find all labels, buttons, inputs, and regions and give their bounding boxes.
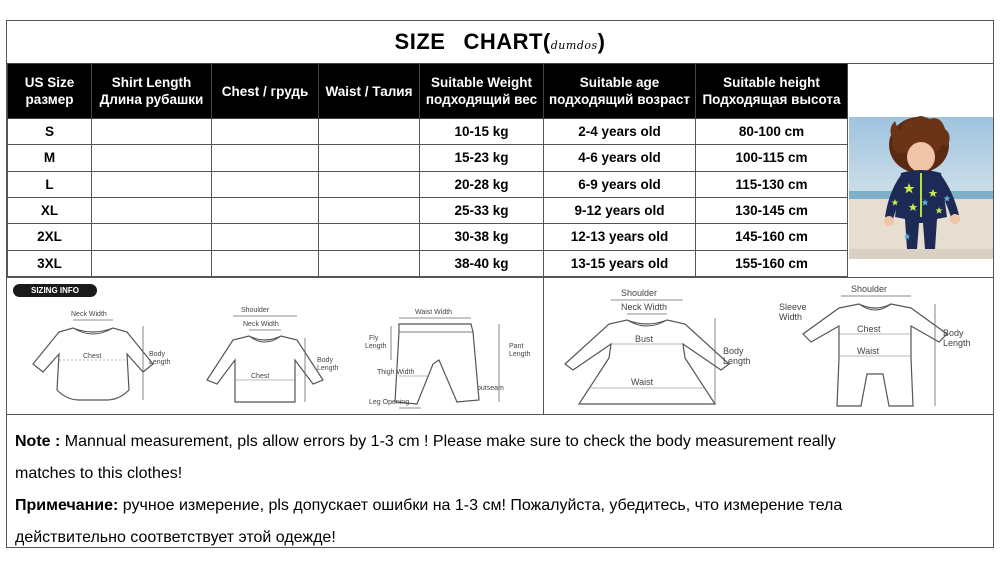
label-body: Body	[943, 328, 964, 338]
sizing-info-section	[7, 277, 993, 415]
label-shoulder: Shoulder	[621, 288, 658, 298]
cell-weight: 25-33 kg	[420, 197, 544, 223]
label-pant-length: Length	[509, 351, 531, 358]
cell-size: XL	[8, 197, 92, 223]
note-en-label: Note :	[15, 433, 61, 450]
cell-waist	[319, 224, 420, 250]
label-waist: Waist	[857, 346, 880, 356]
header-age: Suitable age подходящий возраст	[544, 64, 696, 119]
header-us-size: US Size размер	[8, 64, 92, 119]
cell-shirt	[92, 224, 212, 250]
label-fly: Fly	[369, 335, 379, 342]
pants-diagram	[359, 304, 541, 412]
cell-shirt	[92, 250, 212, 276]
cell-waist	[319, 197, 420, 223]
label-body: Body	[723, 346, 744, 356]
label-fly-length: Length	[365, 343, 387, 350]
size-chart-frame	[6, 20, 994, 548]
cell-shirt	[92, 119, 212, 145]
bodysuit-diagram	[27, 304, 187, 408]
cell-height: 100-115 cm	[696, 145, 848, 171]
label-shoulder: Shoulder	[241, 307, 270, 314]
note-en-text-1: Mannual measurement, pls allow errors by 1-3 cm ! Please make sure to check the body measurement really	[60, 433, 836, 450]
cell-height: 145-160 cm	[696, 224, 848, 250]
cell-chest	[212, 119, 319, 145]
size-table	[7, 63, 848, 277]
title-chart-word: CHART(	[463, 29, 551, 54]
cell-chest	[212, 145, 319, 171]
label-body: Body	[149, 351, 165, 358]
label-length: Length	[149, 359, 171, 366]
header-weight: Suitable Weight подходящий вес	[420, 64, 544, 119]
table-row	[8, 145, 848, 171]
romper-diagram	[771, 282, 989, 410]
label-chest: Chest	[857, 324, 881, 334]
cell-weight: 20-28 kg	[420, 171, 544, 197]
cell-height: 80-100 cm	[696, 119, 848, 145]
section-divider	[543, 278, 544, 414]
product-photo	[849, 99, 993, 275]
cell-chest	[212, 224, 319, 250]
label-thigh-width: Thigh Width	[377, 369, 415, 376]
label-length: Length	[943, 338, 971, 348]
label-length: Length	[317, 365, 339, 372]
table-row	[8, 119, 848, 145]
label-waist-width: Waist Width	[415, 309, 453, 316]
cell-shirt	[92, 145, 212, 171]
table-row	[8, 171, 848, 197]
label-pant: Pant	[509, 343, 524, 350]
header-chest: Chest / грудь	[212, 64, 319, 119]
title-row	[7, 21, 993, 64]
label-shoulder: Shoulder	[851, 284, 888, 294]
label-leg-opening: Leg Opening	[369, 399, 410, 406]
brand-name: dumdos	[550, 39, 598, 52]
cell-chest	[212, 250, 319, 276]
note-ru-line-1	[15, 490, 985, 522]
cell-size: 2XL	[8, 224, 92, 250]
cell-size: L	[8, 171, 92, 197]
header-height: Suitable height Подходящая высота	[696, 64, 848, 119]
tee-diagram	[193, 304, 353, 408]
table-row	[8, 224, 848, 250]
label-chest: Chest	[83, 353, 102, 360]
notes-section	[7, 414, 993, 547]
note-en-line-2: matches to this clothes!	[15, 465, 183, 482]
cell-age: 2-4 years old	[544, 119, 696, 145]
sizing-info-badge: SIZING INFO	[13, 284, 97, 297]
cell-chest	[212, 171, 319, 197]
header-waist: Waist / Талия	[319, 64, 420, 119]
cell-weight: 38-40 kg	[420, 250, 544, 276]
title-close-paren: )	[597, 29, 606, 54]
cell-height: 155-160 cm	[696, 250, 848, 276]
cell-age: 9-12 years old	[544, 197, 696, 223]
label-chest: Chest	[251, 373, 270, 380]
note-ru-text-1: ручное измерение, pls допускает ошибки на 1-3 см! Пожалуйста, убедитесь, что измерение тела	[118, 497, 843, 514]
cell-waist	[319, 119, 420, 145]
table-row	[8, 250, 848, 276]
cell-age: 13-15 years old	[544, 250, 696, 276]
cell-age: 12-13 years old	[544, 224, 696, 250]
label-outseam: outseam	[477, 385, 504, 392]
cell-height: 130-145 cm	[696, 197, 848, 223]
label-waist: Waist	[631, 377, 654, 387]
cell-weight: 15-23 kg	[420, 145, 544, 171]
cell-chest	[212, 197, 319, 223]
cell-weight: 30-38 kg	[420, 224, 544, 250]
cell-shirt	[92, 197, 212, 223]
note-en-line-1	[15, 426, 985, 458]
label-sleeve-width: Width	[779, 312, 803, 322]
cell-size: M	[8, 145, 92, 171]
label-neck-width: Neck Width	[71, 311, 107, 318]
dress-diagram	[555, 284, 765, 410]
table-header-row	[8, 64, 848, 119]
cell-height: 115-130 cm	[696, 171, 848, 197]
label-neck-width: Neck Width	[243, 321, 279, 328]
cell-shirt	[92, 171, 212, 197]
header-shirt-length: Shirt Length Длина рубашки	[92, 64, 212, 119]
cell-waist	[319, 171, 420, 197]
cell-size: 3XL	[8, 250, 92, 276]
child-swimsuit-image	[849, 99, 993, 275]
label-length: Length	[723, 356, 751, 366]
label-bust: Bust	[635, 334, 654, 344]
note-ru-label: Примечание:	[15, 497, 119, 514]
label-neck-width: Neck Width	[621, 302, 668, 312]
cell-weight: 10-15 kg	[420, 119, 544, 145]
cell-age: 4-6 years old	[544, 145, 696, 171]
page-title	[395, 29, 606, 55]
cell-waist	[319, 145, 420, 171]
cell-waist	[319, 250, 420, 276]
cell-age: 6-9 years old	[544, 171, 696, 197]
title-size-word: SIZE	[394, 29, 446, 54]
cell-size: S	[8, 119, 92, 145]
note-ru-line-2: действительно соответствует этой одежде!	[15, 529, 336, 546]
label-body: Body	[317, 357, 333, 364]
label-sleeve: Sleeve	[779, 302, 807, 312]
table-row	[8, 197, 848, 223]
